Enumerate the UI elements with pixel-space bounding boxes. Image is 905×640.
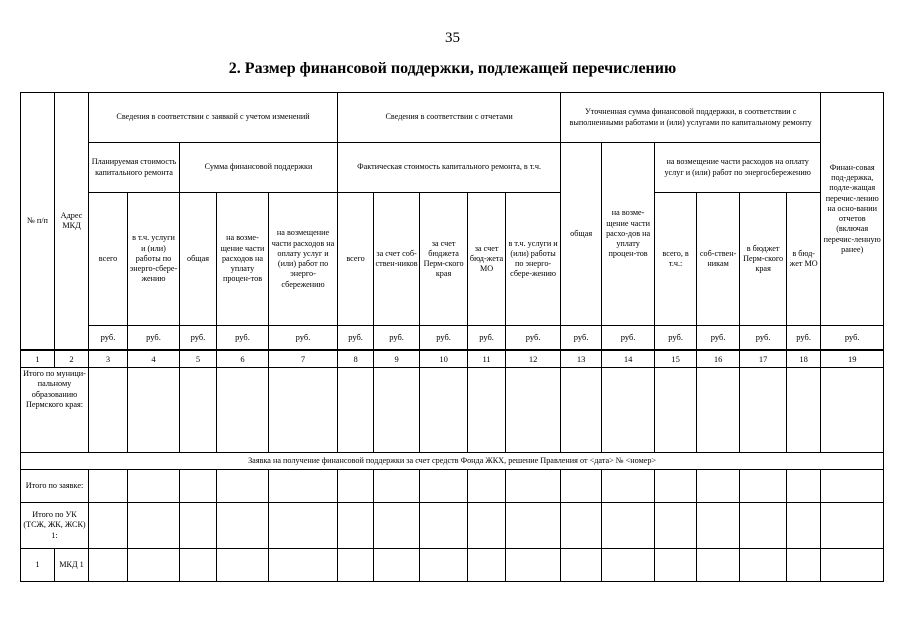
column-number-row — [21, 350, 884, 368]
financial-support-table — [20, 92, 884, 582]
cell — [655, 368, 697, 453]
cell — [697, 368, 740, 453]
header-col12: в т.ч. услуги и (или) работы по энерго-сбере-жению — [506, 193, 561, 326]
cell — [89, 549, 128, 582]
cell — [561, 368, 602, 453]
cell — [561, 503, 602, 549]
cell — [374, 368, 420, 453]
cell — [468, 368, 506, 453]
header-refined-group: Уточненная сумма финансовой поддержки, в соответствии с выполненными работами и (или) услугами по капитальному ремонту — [561, 93, 821, 143]
cell — [217, 368, 269, 453]
unit-cell: руб. — [269, 326, 338, 351]
mkd-label: МКД 1 — [55, 549, 89, 582]
zayavka-caption: Заявка на получение финансовой поддержки за счет средств Фонда ЖКХ, решение Правления от <дата> № <номер> — [21, 453, 884, 470]
cell — [655, 549, 697, 582]
header-col15: всего, в т.ч.: — [655, 193, 697, 326]
unit-cell: руб. — [128, 326, 180, 351]
cell — [128, 503, 180, 549]
cell — [787, 503, 821, 549]
unit-cell: руб. — [180, 326, 217, 351]
cell — [374, 470, 420, 503]
cell — [506, 549, 561, 582]
header-col4: в т.ч. услуги и (или) работы по энерго-сбере-жению — [128, 193, 180, 326]
column-number: 16 — [697, 350, 740, 368]
column-number: 2 — [55, 350, 89, 368]
header-col5: общая — [180, 193, 217, 326]
cell — [420, 549, 468, 582]
unit-cell: руб. — [217, 326, 269, 351]
cell — [821, 470, 884, 503]
cell — [374, 549, 420, 582]
column-number: 14 — [602, 350, 655, 368]
cell — [697, 470, 740, 503]
header-col11: за счет бюд-жета МО — [468, 193, 506, 326]
column-number: 17 — [740, 350, 787, 368]
cell — [420, 470, 468, 503]
unit-cell: руб. — [374, 326, 420, 351]
cell — [821, 549, 884, 582]
column-number: 12 — [506, 350, 561, 368]
header-row-groups — [21, 93, 884, 143]
cell — [602, 503, 655, 549]
cell — [180, 368, 217, 453]
unit-cell: руб. — [89, 326, 128, 351]
cell — [655, 503, 697, 549]
header-col19: Финан-совая под-держка, подле-жащая перечис-лению на осно-вании отчетов (включая перечис-ленную ранее) — [821, 93, 884, 326]
cell — [180, 503, 217, 549]
cell — [217, 549, 269, 582]
header-col14: на возме-щение части расхо-дов на уплату процен-тов — [602, 143, 655, 326]
cell — [697, 549, 740, 582]
cell — [602, 549, 655, 582]
header-actual-cost: Фактическая стоимость капитального ремонта, в т.ч. — [338, 143, 561, 193]
column-number: 7 — [269, 350, 338, 368]
cell — [89, 503, 128, 549]
unit-cell: руб. — [468, 326, 506, 351]
header-col13: общая — [561, 143, 602, 326]
column-number: 13 — [561, 350, 602, 368]
unit-cell: руб. — [787, 326, 821, 351]
cell — [338, 470, 374, 503]
cell — [338, 368, 374, 453]
column-number: 11 — [468, 350, 506, 368]
cell — [89, 470, 128, 503]
cell — [821, 368, 884, 453]
cell — [338, 503, 374, 549]
cell — [217, 503, 269, 549]
column-number: 9 — [374, 350, 420, 368]
cell — [602, 368, 655, 453]
page-number: 35 — [445, 30, 460, 46]
cell — [821, 503, 884, 549]
cell — [269, 368, 338, 453]
unit-cell: руб. — [506, 326, 561, 351]
cell — [180, 470, 217, 503]
cell — [561, 470, 602, 503]
unit-cell: руб. — [602, 326, 655, 351]
header-col18: в бюд-жет МО — [787, 193, 821, 326]
cell — [655, 470, 697, 503]
cell — [787, 470, 821, 503]
cell — [787, 549, 821, 582]
column-number: 3 — [89, 350, 128, 368]
unit-cell: руб. — [697, 326, 740, 351]
column-number: 6 — [217, 350, 269, 368]
header-row-sub — [21, 143, 884, 193]
header-row-columns — [21, 193, 884, 326]
cell — [420, 368, 468, 453]
cell — [420, 503, 468, 549]
unit-row — [21, 326, 884, 351]
itogo-mo-label: Итого по муници-пальному образованию Пермского края: — [21, 368, 89, 453]
header-col7: на возмещение части расходов на оплату услуг и (или) работ по энерго-сбережению — [269, 193, 338, 326]
itogo-zayavka-label: Итого по заявке: — [21, 470, 89, 503]
cell — [740, 549, 787, 582]
unit-cell: руб. — [655, 326, 697, 351]
table-row — [21, 453, 884, 470]
cell — [740, 470, 787, 503]
cell — [468, 503, 506, 549]
header-col8: всего — [338, 193, 374, 326]
cell — [506, 470, 561, 503]
cell — [468, 549, 506, 582]
unit-cell: руб. — [338, 326, 374, 351]
header-col10: за счет бюджета Перм-ского края — [420, 193, 468, 326]
cell — [506, 368, 561, 453]
cell — [468, 470, 506, 503]
column-number: 19 — [821, 350, 884, 368]
cell — [180, 549, 217, 582]
cell — [269, 549, 338, 582]
header-col16: соб-ствен-никам — [697, 193, 740, 326]
column-number: 4 — [128, 350, 180, 368]
cell — [561, 549, 602, 582]
cell — [740, 503, 787, 549]
cell — [217, 470, 269, 503]
cell — [506, 503, 561, 549]
cell — [374, 503, 420, 549]
column-number: 5 — [180, 350, 217, 368]
cell — [602, 470, 655, 503]
itogo-uk-label: Итого по УК (ТСЖ, ЖК, ЖСК) 1: — [21, 503, 89, 549]
header-planned-cost: Планируемая стоимость капитального ремонта — [89, 143, 180, 193]
cell — [269, 470, 338, 503]
cell — [338, 549, 374, 582]
unit-cell: руб. — [561, 326, 602, 351]
header-col9: за счет соб-ствен-ников — [374, 193, 420, 326]
header-address: Адрес МКД — [55, 93, 89, 351]
table-row — [21, 503, 884, 549]
header-col6: на возме-щение части расходов на уплату процен-тов — [217, 193, 269, 326]
cell — [128, 368, 180, 453]
column-number: 8 — [338, 350, 374, 368]
cell — [697, 503, 740, 549]
cell — [128, 470, 180, 503]
column-number: 18 — [787, 350, 821, 368]
unit-cell: руб. — [420, 326, 468, 351]
table-row — [21, 549, 884, 582]
cell — [269, 503, 338, 549]
column-number: 15 — [655, 350, 697, 368]
unit-cell: руб. — [740, 326, 787, 351]
header-energy-group: на возмещение части расходов на оплату услуг и (или) работ по энергосбережению — [655, 143, 821, 193]
header-num: № п/п — [21, 93, 55, 351]
column-number: 10 — [420, 350, 468, 368]
cell — [128, 549, 180, 582]
cell — [740, 368, 787, 453]
column-number: 1 — [21, 350, 55, 368]
cell — [89, 368, 128, 453]
page-title: 2. Размер финансовой поддержки, подлежащей перечислению — [228, 60, 677, 77]
table-row — [21, 470, 884, 503]
mkd-number: 1 — [21, 549, 55, 582]
table-row — [21, 368, 884, 453]
header-col17: в бюджет Перм-ского края — [740, 193, 787, 326]
header-reports-group: Сведения в соответствии с отчетами — [338, 93, 561, 143]
cell — [787, 368, 821, 453]
unit-cell: руб. — [821, 326, 884, 351]
header-application-group: Сведения в соответствии с заявкой с учетом изменений — [89, 93, 338, 143]
header-col3: всего — [89, 193, 128, 326]
header-support-sum: Сумма финансовой поддержки — [180, 143, 338, 193]
